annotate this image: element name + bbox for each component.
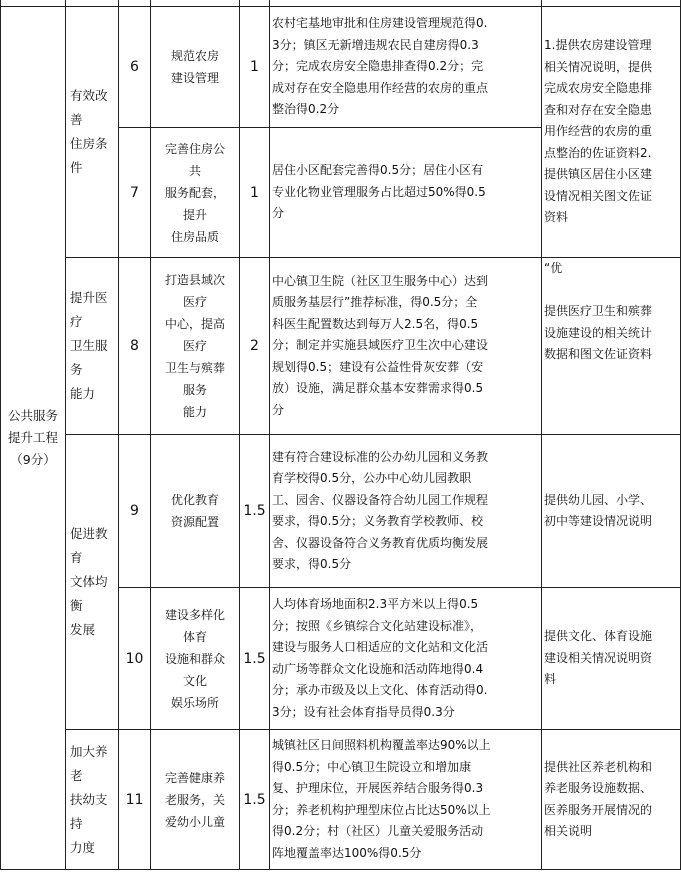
evidence-cell: 提供幼儿园、小学、 初中等建设情况说明 [542,435,681,588]
item-cell: 规范农房 建设管理 [151,7,240,128]
row-number: 7 [119,128,151,258]
criteria-cell: 居住小区配套完善得0.5分；居住小区有 专业化物业管理服务占比超过50%得0.5 分 [270,128,542,258]
score-cell: 1.5 [240,730,270,870]
row-number: 10 [119,588,151,730]
row-number: 6 [119,7,151,128]
category-cell: 公共服务 提升工程 （9分） [1,7,66,870]
criteria-cell: 城镇社区日间照料机构覆盖率达90%以上 得0.5分；中心镇卫生院设立和增加康 复、护理床位，开展医养结合服务得0.3 分；养老机构护理型床位占比达50%以上 得0.2分；村（社区）儿童关爱服务活动 阵地覆盖率达100%得0.5分 [270,730,542,870]
group-cell: 加大养 老 扶幼支 持 力度 [66,730,119,870]
criteria-cell: 建有符合建设标准的公办幼儿园和义务教 育学校得0.5分，公办中心幼儿园教职 工、园舍、仪器设备符合幼儿园工作规程 要求，得0.5分；义务教育学校教师、校 舍、仪器设备符合义务教育优质均衡发展 要求，得0.5分 [270,435,542,588]
item-cell: 建设多样化 体育 设施和群众 文化 娱乐场所 [151,588,240,730]
score-cell: 2 [240,258,270,435]
item-cell: 打造县域次 医疗 中心，提高 医疗 卫生与殡葬 服务 能力 [151,258,240,435]
group-cell: 提升医 疗 卫生服 务 能力 [66,258,119,435]
score-cell: 1 [240,128,270,258]
row-number: 8 [119,258,151,435]
score-cell: 1.5 [240,435,270,588]
group-cell: 有效改 善 住房条 件 [66,7,119,258]
table-row [1,258,681,435]
table-row [1,7,681,128]
evidence-cell: 提供社区养老机构和 养老服务设施数据、 医养服务开展情况的 相关说明 [542,730,681,870]
criteria-cell: 人均体育场地面积2.3平方米以上得0.5 分；按照《乡镇综合文化站建设标准》， 建设与服务人口相适应的文化站和文化活 动广场等群众文化设施和活动阵地得0.4 分；承办市级及以上文化、体育活动得0. 3分；设有社会体育指导员得0.3分 [270,588,542,730]
evidence-cell: “优 提供医疗卫生和殡葬 设施建设的相关统计 数据和图文佐证资料 [542,258,681,435]
evidence-cell: 提供文化、体育设施 建设相关情况说明资 料 [542,588,681,730]
score-cell: 1.5 [240,588,270,730]
criteria-cell: 农村宅基地审批和住房建设管理规范得0. 3分；镇区无新增违规农民自建房得0.3 分；完成农房安全隐患排查得0.2分；完 成对存在安全隐患用作经营的农房的重点 整治得0.2分 [270,7,542,128]
row-number: 9 [119,435,151,588]
group-cell: 促进教 育 文体均 衡 发展 [66,435,119,730]
item-cell: 优化教育 资源配置 [151,435,240,588]
table-row [1,730,681,870]
table-row [1,435,681,588]
criteria-cell: 中心镇卫生院（社区卫生服务中心）达到 质服务基层行”推荐标准，得0.5分；全 科医生配置数达到每万人2.5名，得0.5 分；制定并实施县域医疗卫生次中心建设 规划得0.5；建设有公益性骨灰安葬（安 放）设施，满足群众基本安葬需求得0.5 分 [270,258,542,435]
item-cell: 完善健康养 老服务，关 爱幼小儿童 [151,730,240,870]
row-number: 11 [119,730,151,870]
evidence-cell: 1.提供农房建设管理 相关情况说明，提供 完成农房安全隐患排 查和对存在安全隐患 用作经营的农房的重 点整治的佐证资料2. 提供镇区居住小区建 设情况相关图文佐证 资料 [542,7,681,258]
score-cell: 1 [240,7,270,128]
item-cell: 完善住房公 共 服务配套， 提升 住房品质 [151,128,240,258]
